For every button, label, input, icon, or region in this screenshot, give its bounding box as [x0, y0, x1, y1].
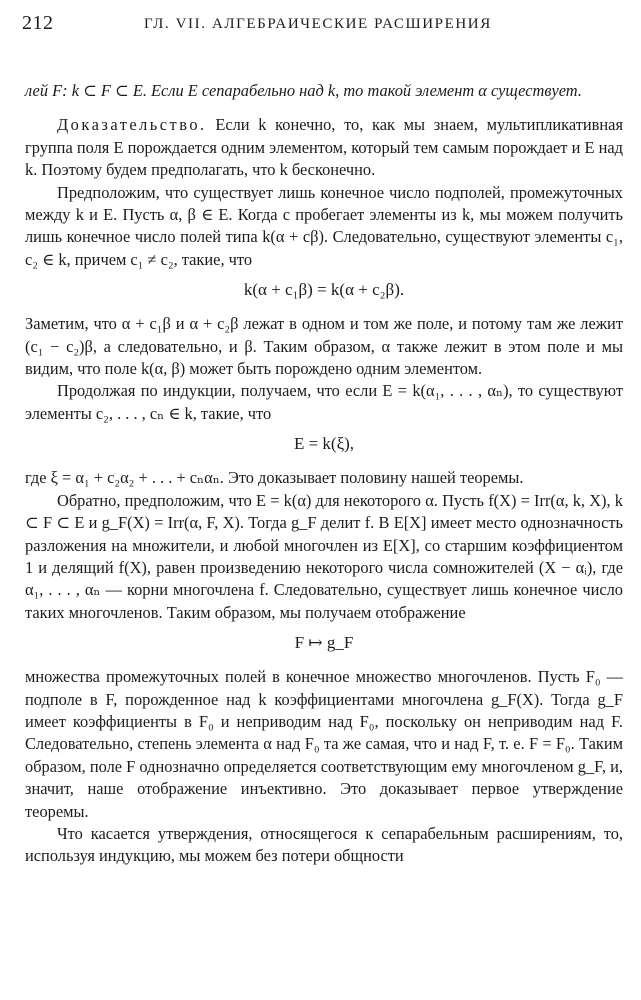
paragraph-converse: Обратно, предположим, что E = k(α) для некоторого α. Пусть f(X) = Irr(α, k, X), k ⊂ F ⊂ E и g_F(X) = Irr(α, F, X). Тогда g_F делит f. В E[X] имеет место однозначность разложения на множители, и любой многочлен из E[X], со старшим коэффициентом 1 и делящий f(X), равен произведению некоторого числа сомножителей (X − αᵢ), где α₁, . . . , αₙ — корни многочлена f. Следовательно, существует лишь конечное число таких многочленов. Таким образом, мы получаем отображение [25, 490, 623, 622]
paragraph-mapping: множества промежуточных полей в конечное множество многочленов. Пусть F₀ — подполе в F, порожденное над k коэффициентами многочлена g_F(X). Тогда g_F имеет коэффициенты в F₀ и неприводим над F₀, поскольку он неприводим над F. Следовательно, степень элемента α над F₀ та же самая, что и над F, т. е. F = F₀. Таким образом, поле F однозначно определяется соответствующим ему многочленом g_F, и, значит, наше отображение инъективно. Это доказывает первое утверждение теоремы. [25, 667, 623, 821]
paragraph-induction: Продолжая по индукции, получаем, что если E = k(α₁, . . . , αₙ), то существуют элементы c₂, . . . , cₙ ∈ k, такие, что [25, 381, 623, 423]
paragraph-finite-subfields: Предположим, что существует лишь конечное число подполей, промежуточных между k и E. Пусть α, β ∈ E. Когда c пробегает элементы из k, мы можем получить лишь конечное число полей типа k(α + cβ). Следовательно, существуют элементы c₁, c₂ ∈ k, причем c₁ ≠ c₂, такие, что [25, 182, 623, 269]
page-number: 212 [22, 12, 54, 34]
paragraph-observe: Заметим, что α + c₁β и α + c₂β лежат в одном и том же поле, и потому там же лежит (c₁ − c₂)β, а следовательно, и β. Таким образом, α также лежит в этом поле и мы видим, что поле k(α, β) может быть порождено одним элементом. [25, 314, 623, 379]
running-title: ГЛ. VII. АЛГЕБРАИЧЕСКИЕ РАСШИРЕНИЯ [144, 16, 492, 32]
page-body [25, 80, 623, 868]
paragraph-half-theorem: где ξ = α₁ + c₂α₂ + . . . + cₙαₙ. Это доказывает половину нашей теоремы. [25, 468, 524, 488]
proof-heading: Доказательство. [57, 115, 207, 135]
proof-text: Если k конечно, то, как мы знаем, мультипликативная группа поля E порождается одним элементом, который тем самым порождает и E над k. Поэтому будем предполагать, что k бесконечно. [25, 115, 623, 180]
theorem-continuation: лей F: k ⊂ F ⊂ E. Если E сепарабельно над k, то такой элемент α существует. [25, 81, 582, 100]
formula-3: F ↦ g_F [294, 633, 354, 653]
formula-1: k(α + c₁β) = k(α + c₂β). [243, 280, 405, 300]
paragraph-separable: Что касается утверждения, относящегося к сепарабельным расширениям, то, используя индукцию, мы можем без потери общности [25, 823, 623, 866]
proof-paragraph [25, 114, 623, 181]
page-header [22, 6, 621, 34]
formula-2: E = k(ξ), [293, 434, 355, 454]
